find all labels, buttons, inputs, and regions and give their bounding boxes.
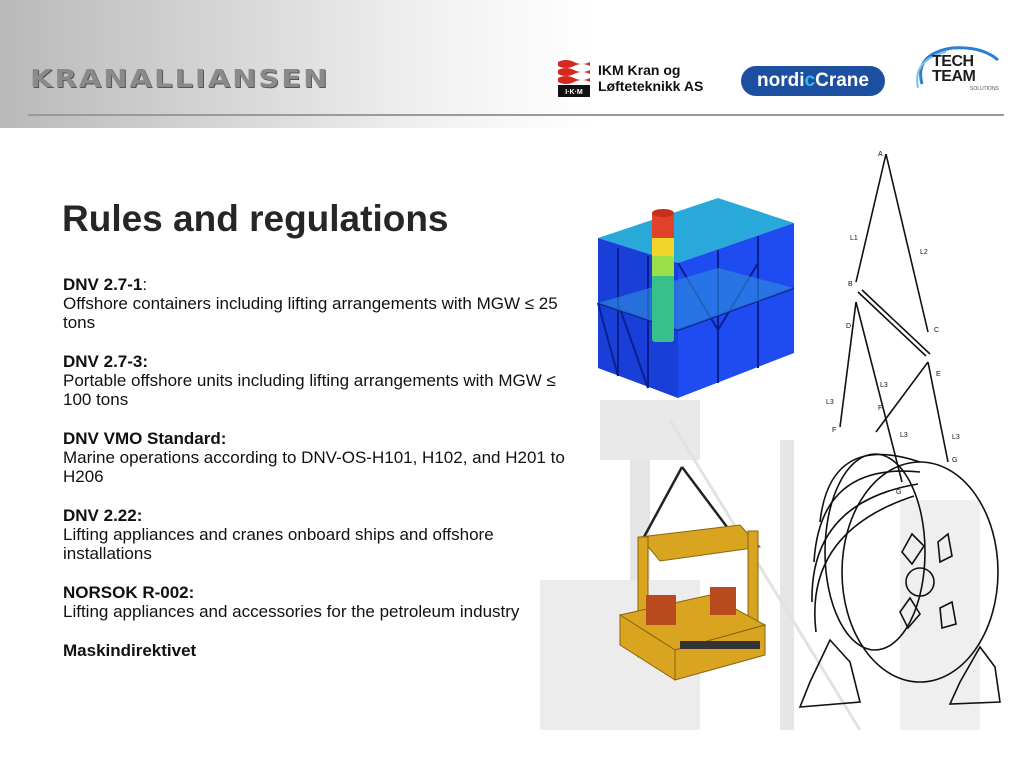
rule-code: DNV 2.22:: [63, 506, 143, 525]
rule-item: [63, 429, 583, 486]
label-c: C: [934, 327, 940, 334]
rule-description: Lifting appliances and accessories for the petroleum industry: [63, 602, 520, 621]
nordic-crane-text-a: nordi: [757, 70, 805, 91]
rule-code: DNV VMO Standard:: [63, 429, 227, 448]
rule-colon: :: [142, 275, 148, 294]
nordic-crane-text-b: Crane: [815, 70, 869, 91]
tech-team-name: TECH TEAM: [932, 53, 976, 85]
offshore-container-image: [588, 198, 796, 408]
rule-description: Portable offshore units including lifting arrangements with MGW ≤ 100 tons: [63, 371, 556, 409]
cable-reel-drawing: [790, 142, 1006, 732]
ikm-flag-icon: [556, 58, 592, 98]
ikm-badge: I·K·M: [565, 89, 583, 96]
rule-item: [63, 583, 583, 621]
label-f1: F: [878, 405, 883, 412]
rules-list: [63, 275, 583, 680]
label-l3a: L3: [880, 382, 888, 389]
rule-description: Lifting appliances and cranes onboard ships and offshore installations: [63, 525, 494, 563]
header-divider: [28, 114, 1004, 116]
rule-item: [63, 641, 583, 660]
rule-code: DNV 2.7-1: [63, 275, 143, 294]
rule-item: [63, 275, 583, 332]
ikm-logo: [556, 58, 716, 100]
label-f2: F: [832, 427, 837, 434]
label-g2: G: [896, 489, 902, 496]
rule-item: [63, 506, 583, 563]
label-a: A: [878, 151, 883, 158]
rule-item: [63, 352, 583, 409]
lifting-frame-image: [610, 465, 770, 700]
label-l2: L2: [920, 249, 928, 256]
rule-description: Offshore containers including lifting arrangements with MGW ≤ 25 tons: [63, 294, 558, 332]
label-d: D: [846, 323, 852, 330]
label-l3d: L3: [952, 434, 960, 441]
nordic-crane-logo: [741, 66, 885, 96]
nordic-crane-text-c: c: [804, 70, 816, 91]
label-g1: G: [952, 457, 958, 464]
rule-code: Maskindirektivet: [63, 641, 197, 660]
rule-description: Marine operations according to DNV-OS-H101, H102, and H201 to H206: [63, 448, 565, 486]
label-e: E: [936, 371, 941, 378]
brand-logo: KRANALLIANSEN: [30, 64, 330, 93]
tech-team-subtitle: SOLUTIONS: [970, 86, 999, 92]
rule-code: NORSOK R-002:: [63, 583, 195, 602]
label-l1: L1: [850, 235, 858, 242]
label-l3b: L3: [826, 399, 834, 406]
ikm-name: IKM Kran og Løfteteknikk AS: [598, 62, 704, 94]
rule-code: DNV 2.7-3:: [63, 352, 149, 371]
label-b: B: [848, 281, 853, 288]
label-l3c: L3: [900, 432, 908, 439]
slide-title: Rules and regulations: [62, 198, 449, 239]
tech-team-logo: [912, 44, 1004, 98]
